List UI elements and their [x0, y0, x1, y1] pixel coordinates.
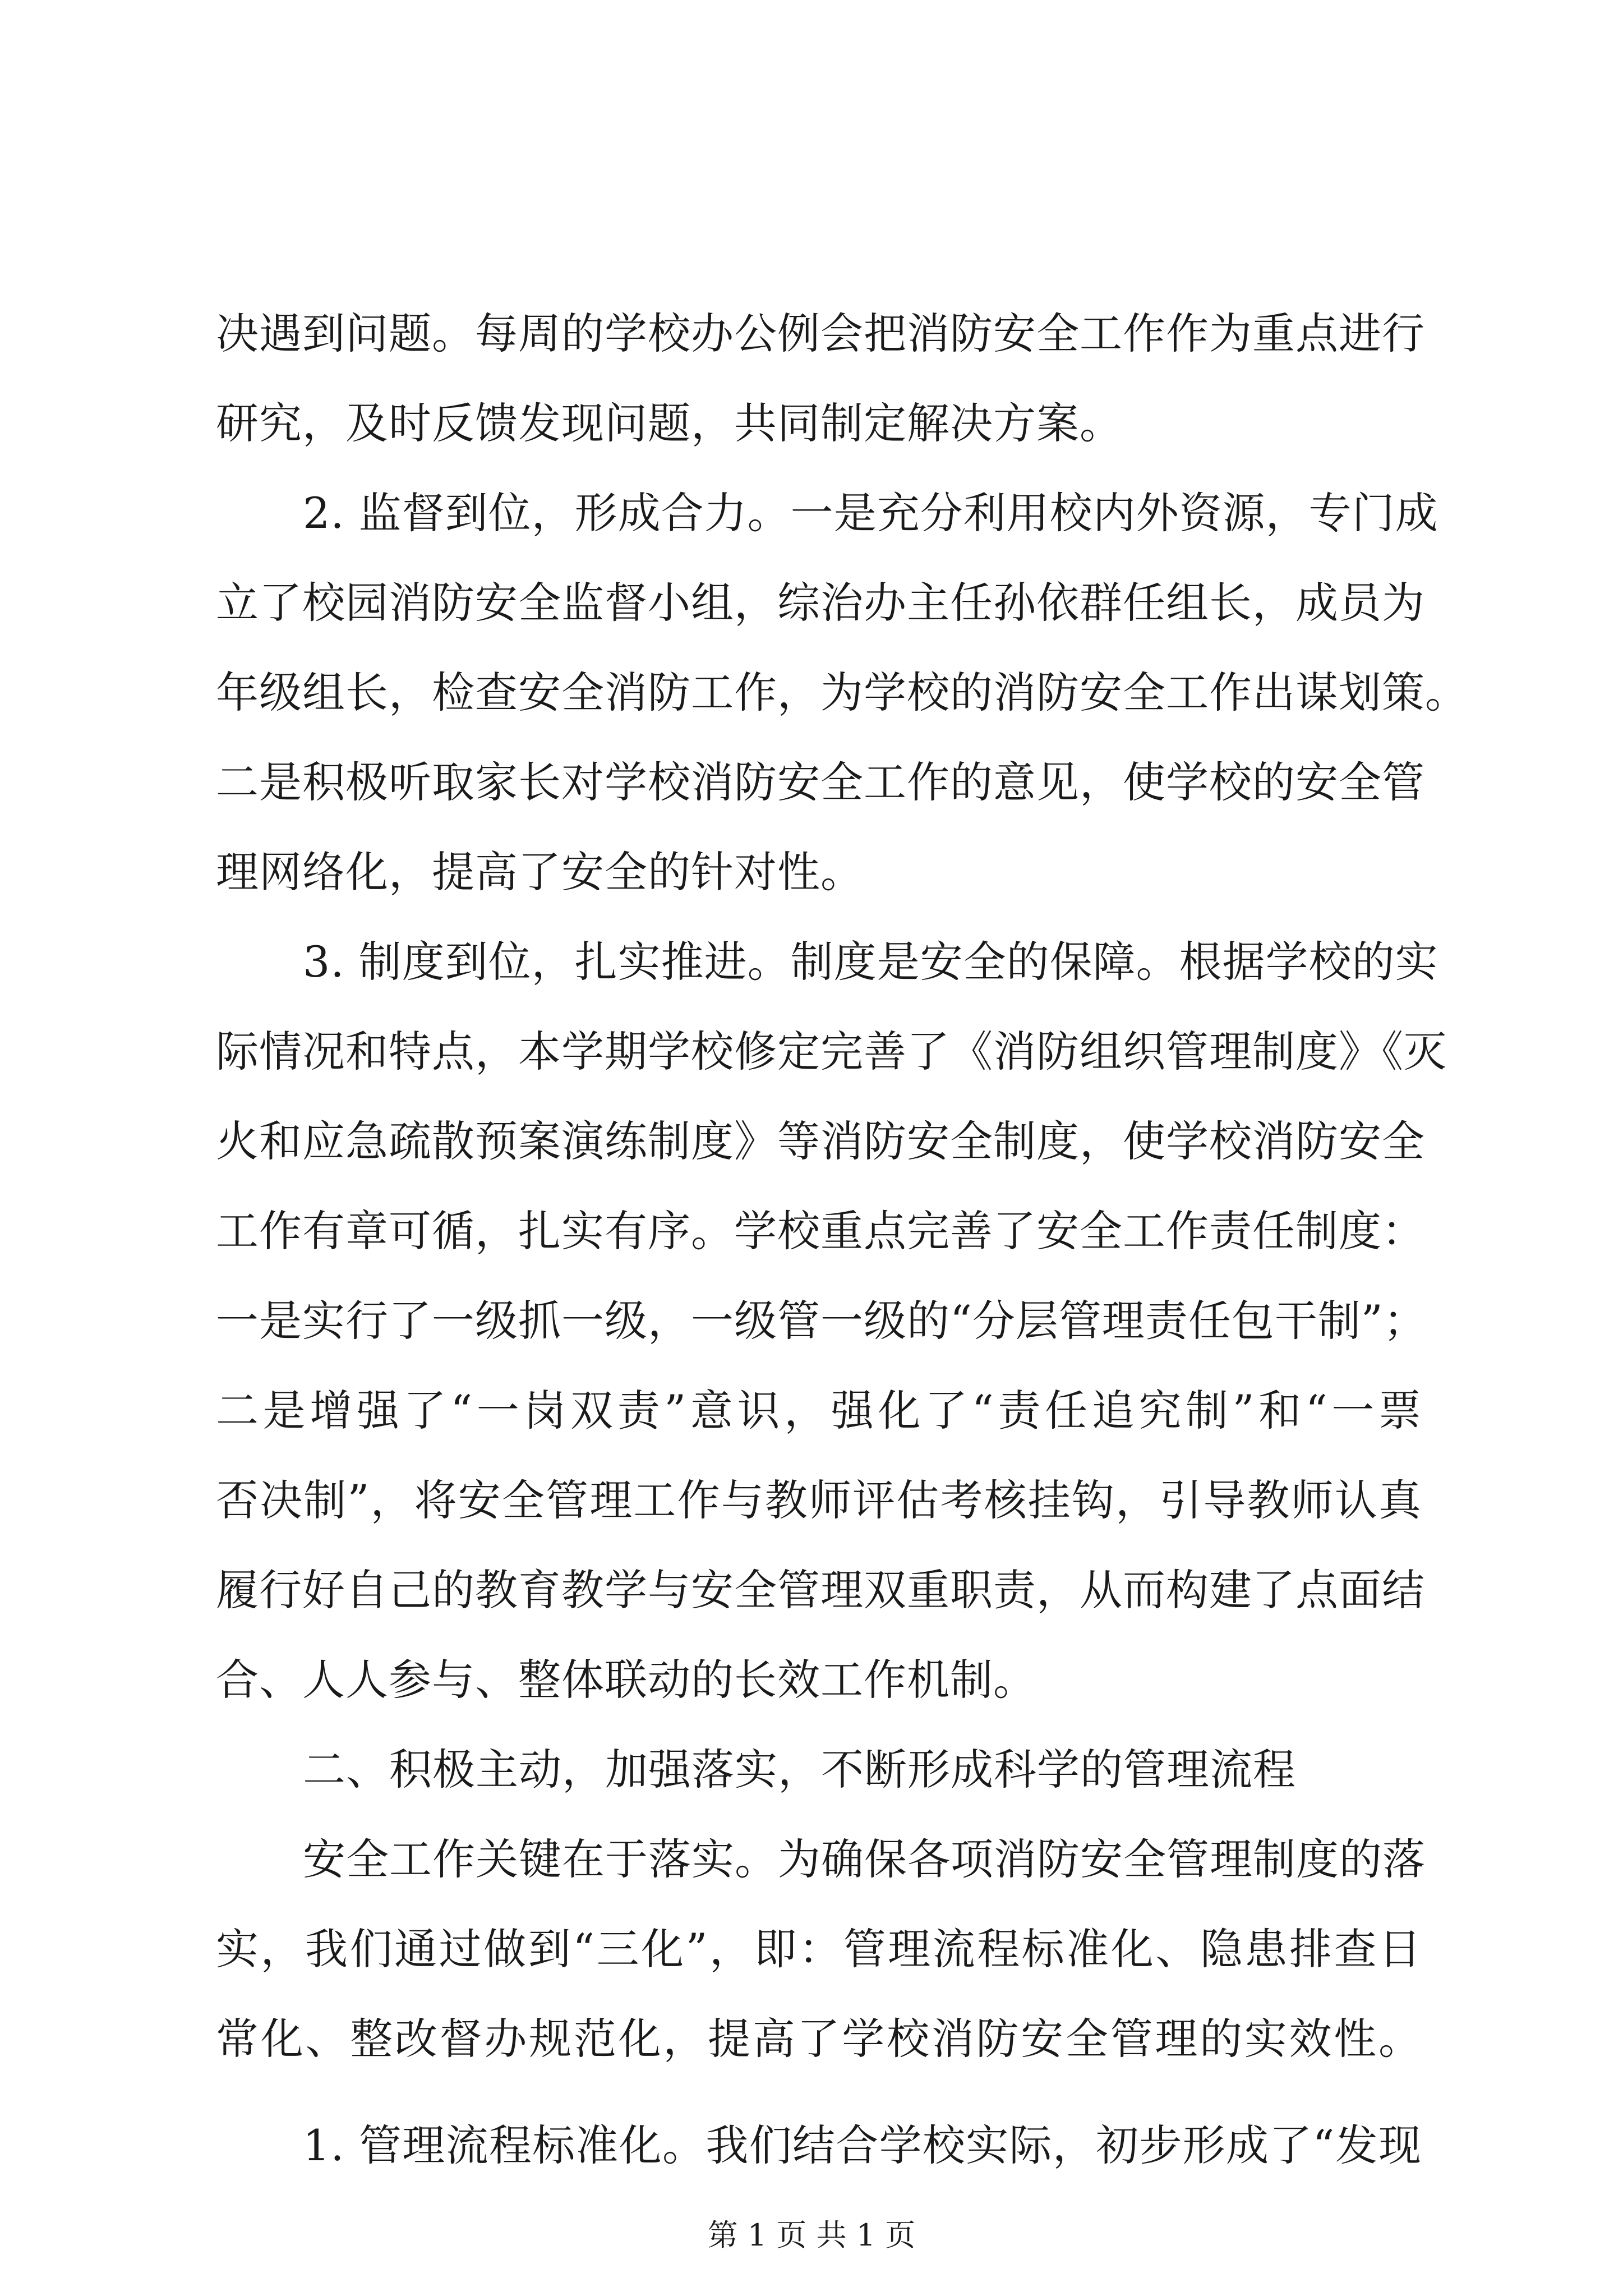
page-footer: 第 1 页 共 1 页 [707, 2217, 916, 2253]
body-text-line: 年级组长，检查安全消防工作，为学校的消防安全工作出谋划策。 [216, 668, 1468, 717]
paragraph-first-line: 2. 监督到位，形成合力。一是充分利用校内外资源，专门成 [303, 488, 1438, 538]
body-text-line: 二是增强了“一岗双责”意识，强化了“责任追究制”和“一票 [216, 1386, 1422, 1435]
body-text-line: 常化、整改督办规范化，提高了学校消防安全管理的实效性。 [216, 2014, 1422, 2064]
body-text-line: 工作有章可循，扎实有序。学校重点完善了安全工作责任制度： [216, 1206, 1425, 1256]
body-text-line: 决遇到问题。每周的学校办公例会把消防安全工作作为重点进行 [216, 309, 1425, 358]
paragraph-first-line: 安全工作关键在于落实。为确保各项消防安全管理制度的落 [303, 1834, 1426, 1884]
body-text-line: 实，我们通过做到“三化”，即：管理流程标准化、隐患排查日 [216, 1924, 1422, 1974]
body-text-line: 研究，及时反馈发现问题，共同制定解决方案。 [216, 398, 1123, 448]
body-text-line: 否决制”，将安全管理工作与教师评估考核挂钩，引导教师认真 [216, 1475, 1422, 1525]
body-text-line: 履行好自己的教育教学与安全管理双重职责，从而构建了点面结 [216, 1565, 1425, 1615]
body-text-line: 立了校园消防安全监督小组，综治办主任孙依群任组长，成员为 [216, 578, 1425, 628]
body-text-line: 一是实行了一级抓一级，一级管一级的“分层管理责任包干制”； [216, 1296, 1427, 1346]
body-text-line: 火和应急疏散预案演练制度》等消防安全制度，使学校消防安全 [216, 1116, 1425, 1166]
body-text-line: 合、人人参与、整体联动的长效工作机制。 [216, 1655, 1036, 1705]
body-text-line: 二是积极听取家长对学校消防安全工作的意见，使学校的安全管 [216, 757, 1425, 807]
paragraph-first-line: 1. 管理流程标准化。我们结合学校实际，初步形成了“发现 [303, 2120, 1422, 2170]
body-text-line: 理网络化，提高了安全的针对性。 [216, 847, 864, 897]
paragraph-first-line: 3. 制度到位，扎实推进。制度是安全的保障。根据学校的实 [303, 937, 1438, 987]
body-text-line: 际情况和特点，本学期学校修定完善了《消防组织管理制度》《灭 [216, 1027, 1447, 1076]
section-heading: 二、积极主动，加强落实，不断形成科学的管理流程 [303, 1745, 1296, 1795]
